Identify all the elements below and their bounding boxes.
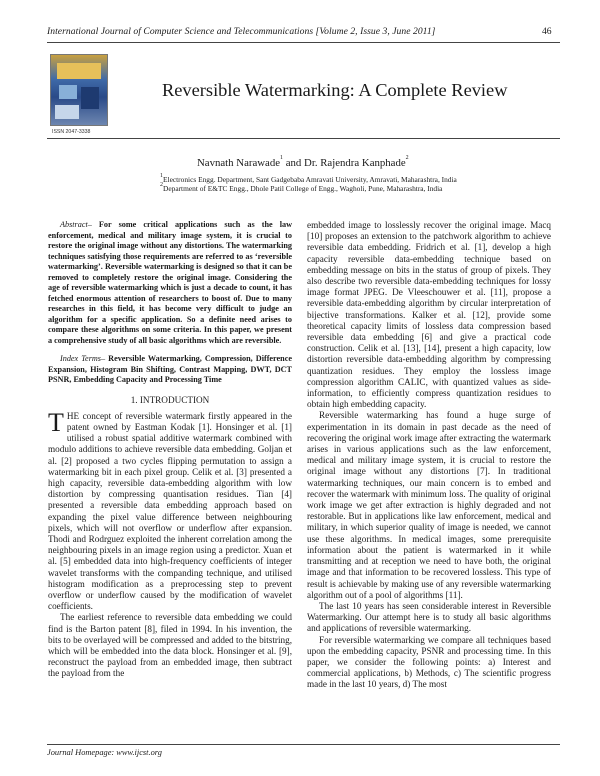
right-paragraph-1: embedded image to losslessly recover the original image. Macq [10] proposes an extension to the patchwork algorithm to achieve reversible data embedding. Fridrich et al. [1], develop a high capacity reversible data-embedding technique based on embedding message on bits in the status of group of pixels. They also describe two reversible data-embedding techniques for lossy image format JPEG. De Vleeschouwer et al. [11], propose a reversible data-embedding algorithm by circular interpretation of bijective transformations. Kalker et al. [12], provide some theoretical capacity limits of lossless data compression based reversible data embedding [6] and give a practical code construction. Celik et al. [13], [14], present a high capacity, low distortion reversible data-embedding algorithm by compressing quantization residues. They employ the lossless image compression algorithm CALIC, with quantized values as side-information, to efficiently compress quantization residues to obtain high embedding capacity.	[307, 220, 551, 410]
footer-rule	[47, 744, 560, 745]
author-1: Navnath Narawade	[197, 157, 281, 169]
right-paragraph-3: The last 10 years has seen considerable interest in Reversible Watermarking. Our attempt here is to study all basic algorithms and applications of reversible watermarking.	[307, 600, 551, 634]
journal-homepage-footer[interactable]: Journal Homepage: www.ijcst.org	[47, 748, 162, 757]
title-rule	[47, 138, 560, 139]
paper-title: Reversible Watermarking: A Complete Review	[162, 80, 508, 100]
issn-label: ISSN 2047-3338	[52, 129, 91, 135]
journal-header: International Journal of Computer Science and Telecommunications [Volume 2, Issue 3, June 2011]	[47, 26, 436, 37]
author-2-sup: 2	[405, 155, 409, 161]
abstract: Abstract– For some critical applications such as the law enforcement, medical and military image system, it is crucial to restore the original image without any distortions. The watermarking techniques satisfying those requirements are referred to as ‘reversible watermarking’. Reversible watermarking is designed so that it can be removed to completely restore the original image. Considering the age of reversible watermarking which is just a decade to count, it has fetched enormous attention of researchers to boost of. Due to many researches in this field, it has become very difficult to judge an algorithm for a specific application. So a definite need arises to compare these algorithms on some criteria. In this paper, we present a comprehensive study of all basic algorithms which are reversible.	[48, 220, 292, 345]
index-terms: Index Terms– Reversible Watermarking, Compression, Difference Expansion, Histogram Bin Shifting, Contrast Mapping, DWT, DCT PSNR, Embedding Capacity and Processing Time	[48, 354, 293, 384]
page-number: 46	[542, 26, 552, 37]
affiliation-2: $^2$Department of E&TC Engg., Dhole Patil College of Engg., Wagholi, Pune, Maharashtra, India	[160, 182, 443, 193]
author-2: and Dr. Rajendra Kanphade	[283, 157, 406, 169]
header-rule	[47, 42, 560, 43]
intro-paragraph-1: THE concept of reversible watermark firstly appeared in the patent owned by Eastman Kodak [1]. Honsinger et al. [1] utilised a robust spatial additive watermark combined with modulo additions to achieve reversible data embedding. Goljan et al. [2] proposed a two cycles flipping permutation to assign a watermarking bit in each pixel group. Celik et al. [3] presented a high capacity, reversible data-embedding algorithm with low distortion by compressing quantisation residues. Tian [4] presented a reversible data embedding approach based on expanding the pixel value difference between neighbouring pixels, which will not overflow or underflow after expansion. Thodi and Rodrguez exploited the inherent correlation among the neighbouring pixels in an image region using a predictor. Xuan et al. [5] embedded data into high-frequency coefficients of integer wavelet transforms with the companding technique, and utilised histogram modification as a preprocessing step to prevent overflow or underflow caused by the modification of wavelet coefficients.	[48, 407, 292, 612]
right-paragraph-2: Reversible watermarking has found a huge surge of experimentation in its domain in past decade as the need of recovering the original work image after extracting the watermark arises in various applications such as the law enforcement, medical and military image system, it is crucial to restore the original image without any distortions [7]. In traditional watermarking techniques, our main concern is to embed and recover the watermark with minimum loss. The quality of original work image we get after extraction is highly degraded and not restorable. But in applications like law enforcement, medical and military, in which superior quality of image is needed, we cannot use these algorithms. In medical images, some prerequisite information about the patient is watermarked in it while transmitting and at reception we need to have both, the original image and that information to be recovered lossless. This type of result is achievable by making use of any reversible watermarking algorithm out of a pool of algorithms [11].	[307, 410, 551, 600]
journal-cover-image	[50, 54, 108, 126]
right-column	[307, 220, 551, 691]
intro-paragraph-2: The earliest reference to reversible data embedding we could find is the Barton patent [8], filed in 1994. In his invention, the bits to be overlayed will be compressed and added to the bitstring, which will be embedded into the data block. Honsinger et al. [9], reconstruct the payload from an embedded image, then subtract the payload from the	[48, 612, 292, 679]
right-paragraph-4: For reversible watermarking we compare all techniques based upon the embedding capacity, PSNR and processing time. In this paper, we consider the following points: a) Interest and commercial applications, b) Methods, c) The scientific progress made in the last 10 years, d) The most	[307, 634, 551, 690]
affiliation-1: $^1$Electronics Engg. Department, Sant Gadgebaba Amravati University, Amravati, Maharashtra, India	[160, 173, 457, 184]
drop-cap: T	[48, 407, 64, 437]
authors	[197, 157, 409, 169]
author-1-sup: 1	[280, 155, 284, 161]
left-column	[48, 220, 292, 680]
section-heading-introduction: 1. INTRODUCTION	[130, 394, 210, 405]
